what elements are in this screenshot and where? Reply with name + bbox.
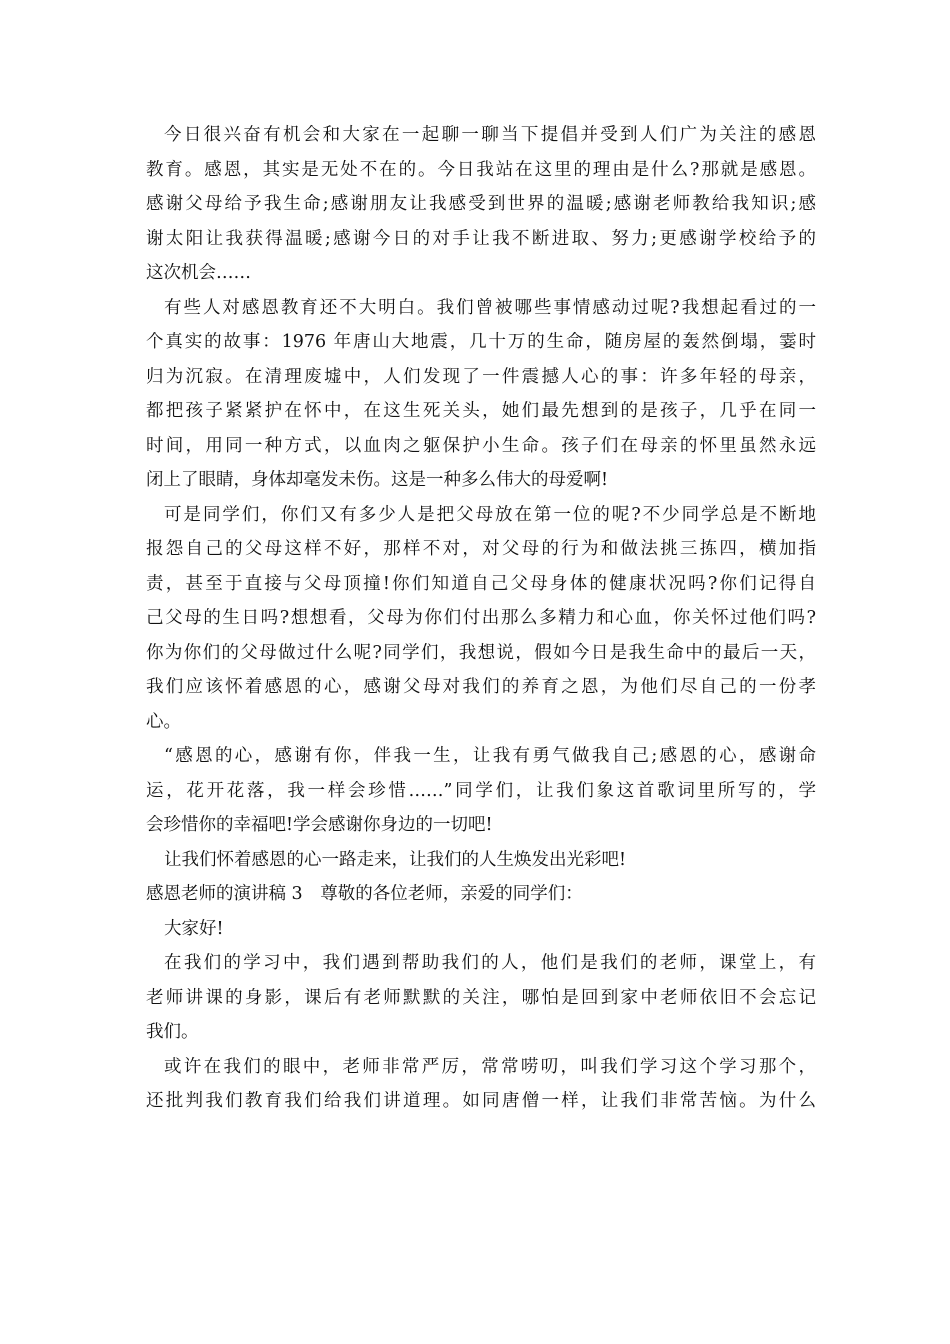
document-body [146, 118, 816, 1119]
paragraph-1-line-3: 感谢父母给予我生命;感谢朋友让我感受到世界的温暖;感谢老师教给我知识;感 [146, 194, 816, 214]
paragraph-2-line-3: 归为沉寂。在清理废墟中，人们发现了一件震撼人心的事：许多年轻的母亲， [146, 366, 816, 387]
paragraph-3-line-6: 我们应该怀着感恩的心，感谢父母对我们的养育之恩，为他们尽自己的一份孝 [146, 677, 816, 697]
paragraph-3-line-5: 你为你们的父母做过什么呢?同学们，我想说，假如今日是我生命中的最后一天， [146, 642, 816, 663]
speech-title-line: 感恩老师的演讲稿 3 尊敬的各位老师，亲爱的同学们： [146, 884, 583, 904]
paragraph-4-line-2: 运，花开花落，我一样会珍惜……”同学们，让我们象这首歌词里所写的，学 [146, 780, 816, 801]
paragraph-1-line-1: 今日很兴奋有机会和大家在一起聊一聊当下提倡并受到人们广为关注的感恩 [164, 125, 816, 145]
paragraph-5-line-1: 让我们怀着感恩的心一路走来，让我们的人生焕发出光彩吧! [164, 849, 627, 870]
paragraph-6-line-3: 我们。 [146, 1022, 199, 1042]
paragraph-2-line-6: 闭上了眼睛，身体却毫发未伤。这是一种多么伟大的母爱啊! [146, 470, 609, 490]
paragraph-7-line-1: 或许在我们的眼中，老师非常严厉，常常唠叨，叫我们学习这个学习那个， [164, 1056, 816, 1077]
paragraph-7-line-2: 还批判我们教育我们给我们讲道理。如同唐僧一样，让我们非常苦恼。为什么 [146, 1091, 816, 1111]
paragraph-2-line-1: 有些人对感恩教育还不大明白。我们曾被哪些事情感动过呢?我想起看过的一 [164, 297, 816, 318]
greeting-line: 大家好! [164, 918, 224, 939]
paragraph-6-line-2: 老师讲课的身影，课后有老师默默的关注，哪怕是回到家中老师依旧不会忘记 [146, 987, 816, 1008]
paragraph-3-line-7: 心。 [146, 711, 181, 732]
paragraph-6-line-1: 在我们的学习中，我们遇到帮助我们的人，他们是我们的老师，课堂上，有 [164, 953, 816, 973]
paragraph-2-line-4: 都把孩子紧紧护在怀中，在这生死关头，她们最先想到的是孩子，几乎在同一 [146, 401, 816, 421]
paragraph-1-line-4: 谢太阳让我获得温暖;感谢今日的对手让我不断进取、努力;更感谢学校给予的 [146, 228, 816, 249]
paragraph-2-line-2: 个真实的故事：1976 年唐山大地震，几十万的生命，随房屋的轰然倒塌，霎时 [146, 332, 816, 352]
paragraph-2-line-5: 时间，用同一种方式，以血肉之躯保护小生命。孩子们在母亲的怀里虽然永远 [146, 435, 816, 456]
paragraph-3-line-4: 己父母的生日吗?想想看，父母为你们付出那么多精力和心血，你关怀过他们吗? [146, 608, 816, 628]
paragraph-3-line-3: 责，甚至于直接与父母顶撞!你们知道自己父母身体的健康状况吗?你们记得自 [146, 573, 816, 594]
paragraph-4-line-3: 会珍惜你的幸福吧!学会感谢你身边的一切吧! [146, 815, 493, 835]
paragraph-1-line-5: 这次机会…… [146, 263, 251, 283]
paragraph-3-line-2: 报怨自己的父母这样不好，那样不对，对父母的行为和做法挑三拣四，横加指 [146, 539, 816, 559]
paragraph-4-line-1: “感恩的心，感谢有你，伴我一生，让我有勇气做我自己;感恩的心，感谢命 [164, 746, 816, 766]
paragraph-1-line-2: 教育。感恩，其实是无处不在的。今日我站在这里的理由是什么?那就是感恩。 [146, 159, 816, 180]
paragraph-3-line-1: 可是同学们，你们又有多少人是把父母放在第一位的呢?不少同学总是不断地 [164, 504, 816, 525]
